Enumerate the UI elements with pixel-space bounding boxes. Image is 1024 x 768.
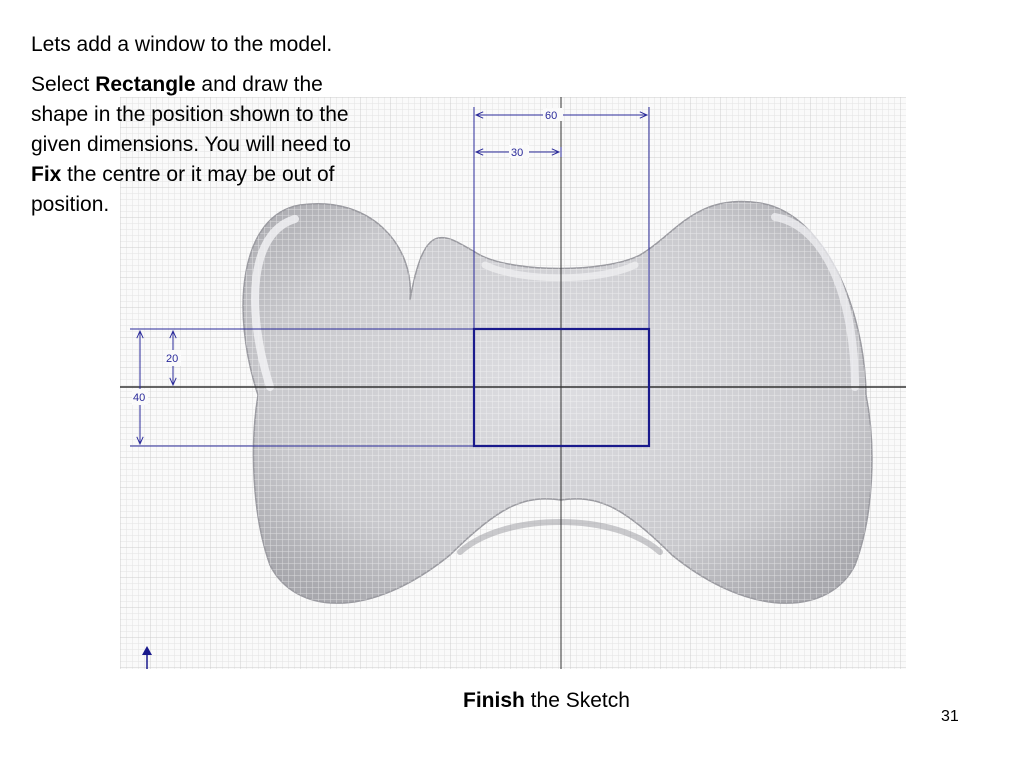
page-number: 31 — [941, 708, 959, 725]
dimension-label-30: 30 — [511, 147, 524, 159]
select-rest: and draw the shape in the position shown to the given dimensions. You will need to — [31, 73, 351, 156]
dimension-label-40: 40 — [133, 392, 146, 404]
instruction-paragraph — [31, 70, 351, 220]
finish-caption — [463, 689, 630, 713]
dimension-label-60: 60 — [545, 110, 558, 122]
rectangle-keyword: Rectangle — [95, 73, 196, 96]
finish-keyword: Finish — [463, 689, 525, 712]
intro-text: Lets add a window to the model. — [31, 33, 333, 56]
fix-keyword: Fix — [31, 163, 62, 186]
dimension-label-20: 20 — [166, 353, 179, 365]
finish-rest: the Sketch — [524, 689, 630, 712]
intro-paragraph — [31, 30, 351, 60]
select-prefix: Select — [31, 73, 96, 96]
instruction-text — [31, 30, 351, 230]
fix-rest: the centre or it may be out of position. — [31, 163, 335, 216]
